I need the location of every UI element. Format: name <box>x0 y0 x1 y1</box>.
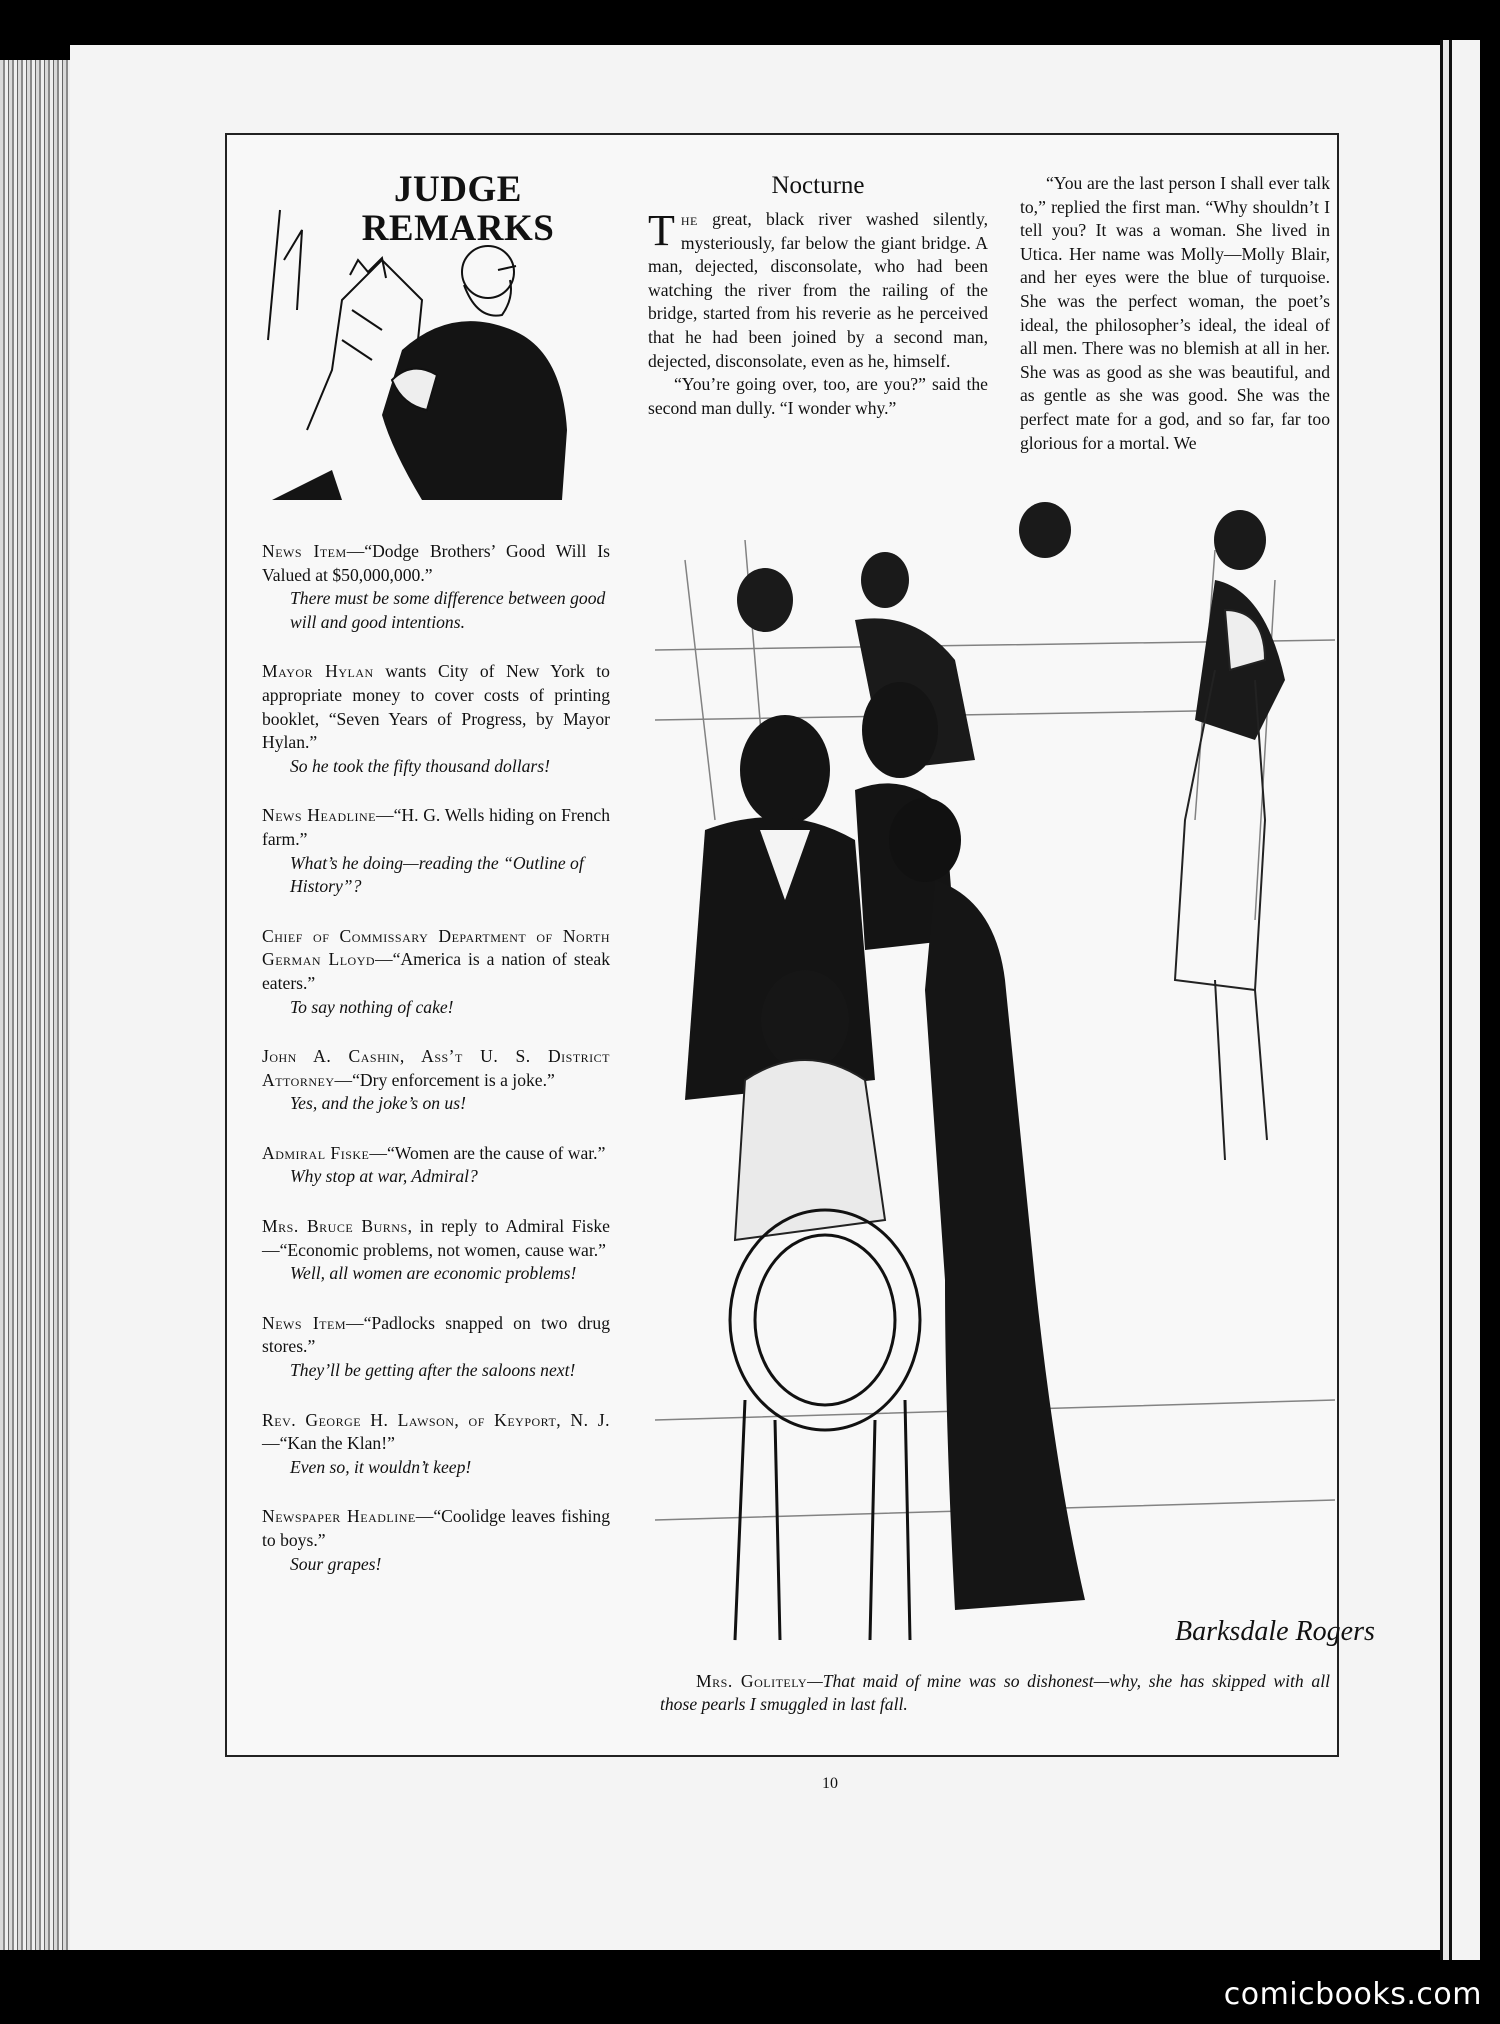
judge-reading-newspaper-illustration <box>262 200 582 500</box>
remark-retort: What’s he doing—reading the “Outline of History”? <box>290 852 584 897</box>
remark-speaker: News Item <box>262 1312 347 1333</box>
remark-speaker: Mrs. Bruce Burns <box>262 1216 408 1237</box>
remark-speaker: John A. Cashin, Ass’t U. S. District Attorney <box>262 1046 610 1090</box>
remark-quote: —“America is a nation of steak eaters.” <box>262 949 610 993</box>
book-right-edge <box>1440 40 1500 1960</box>
remark-speaker: Rev. George H. Lawson, of Keyport, N. J. <box>262 1409 610 1430</box>
remark-speaker: Newspaper Headline <box>262 1506 416 1527</box>
story-paragraph-1: great, black river washed silently, mysteriously, far below the giant bridge. A man, dejected, disconsolate, who had been watching the river from the railing of the bridge, started from his reverie as he perceived that he had been joined by a second man, dejected, disconsolate, even as he, himself. <box>648 209 988 371</box>
remark-item <box>262 804 610 898</box>
book-page-edges <box>0 60 78 1950</box>
story-column-1 <box>648 208 988 420</box>
caption-speaker: Mrs. Golitely <box>696 1671 808 1691</box>
caption-text: —That maid of mine was so dishonest—why, she has skipped with all those pearls I smuggled in last fall. <box>660 1671 1330 1714</box>
remark-item <box>262 1215 610 1286</box>
nightclub-scene-illustration <box>655 520 1375 1660</box>
remark-item <box>262 925 610 1019</box>
remark-quote: —“Kan the Klan!” <box>262 1433 395 1454</box>
illustration-caption <box>660 1670 1330 1716</box>
remark-speaker: Mayor Hylan <box>262 661 374 682</box>
remark-retort: Why stop at war, Admiral? <box>290 1166 478 1187</box>
remark-quote: , in reply to Admiral Fiske—“Economic problems, not women, cause war.” <box>262 1216 610 1260</box>
remark-quote: —“Padlocks snapped on two drug stores.” <box>262 1312 610 1357</box>
story-opening-smallcaps: he <box>680 209 698 229</box>
remark-item <box>262 1505 610 1576</box>
remark-speaker: Chief of Commissary Department of North German Lloyd <box>262 925 610 970</box>
remark-item <box>262 1142 610 1189</box>
remark-item <box>262 1312 610 1383</box>
remark-speaker: News Item <box>262 541 347 561</box>
remark-quote: —“Coolidge leaves fishing to boys.” <box>262 1506 610 1550</box>
remark-quote: —“Dry enforcement is a joke.” <box>334 1069 555 1090</box>
remark-quote: wants City of New York to appropriate money to cover costs of printing booklet, “Seven Years of Progress, by Mayor Hylan.” <box>262 661 610 753</box>
remark-speaker: Admiral Fiske <box>262 1142 370 1163</box>
remarks-column <box>262 540 610 1602</box>
remark-retort: There must be some difference between good will and good intentions. <box>290 588 606 632</box>
remark-item <box>262 1409 610 1480</box>
remark-quote: —“Dodge Brothers’ Good Will Is Valued at $50,000,000.” <box>262 541 610 585</box>
story-title: Nocturne <box>771 172 865 199</box>
remark-speaker: News Headline <box>262 805 376 826</box>
remark-retort: So he took the fifty thousand dollars! <box>290 755 550 776</box>
masthead-line-2: REMARKS <box>361 208 555 249</box>
remark-retort: Yes, and the joke’s on us! <box>290 1093 466 1114</box>
site-watermark: comicbooks.com <box>1223 1977 1482 2012</box>
remark-retort: Sour grapes! <box>290 1553 382 1574</box>
masthead-line-1: JUDGE <box>394 169 522 210</box>
remark-retort: To say nothing of cake! <box>290 996 454 1017</box>
remark-quote: —“H. G. Wells hiding on French farm.” <box>262 805 611 849</box>
remark-retort: Well, all women are economic problems! <box>290 1263 577 1284</box>
page-number: 10 <box>822 1775 838 1792</box>
story-paragraph-3: “You are the last person I shall ever talk to,” replied the first man. “Why shouldn’t I tell you? It was a woman. She lived in Utica. Her name was Molly—Molly Blair, and her eyes were the blue of turquoise. She was the perfect woman, the poet’s ideal, the philosopher’s ideal, the ideal of all men. There was no blemish at all in her. She was as good as she was beautiful, and as gentle as she was good. She was the perfect mate for a god, and so far, far too glorious for a mortal. We <box>1020 173 1330 453</box>
remark-item <box>262 660 610 778</box>
artist-signature: Barksdale Rogers <box>1175 1616 1375 1647</box>
remark-retort: Even so, it wouldn’t keep! <box>290 1456 472 1477</box>
remark-quote: —“Women are the cause of war.” <box>369 1142 606 1163</box>
story-paragraph-2: “You’re going over, too, are you?” said the second man dully. “I wonder why.” <box>648 374 988 418</box>
remark-item <box>262 1045 610 1116</box>
story-column-2 <box>1020 172 1330 455</box>
remark-item <box>262 540 610 634</box>
remark-retort: They’ll be getting after the saloons next! <box>290 1360 576 1381</box>
drop-cap: T <box>648 206 675 255</box>
